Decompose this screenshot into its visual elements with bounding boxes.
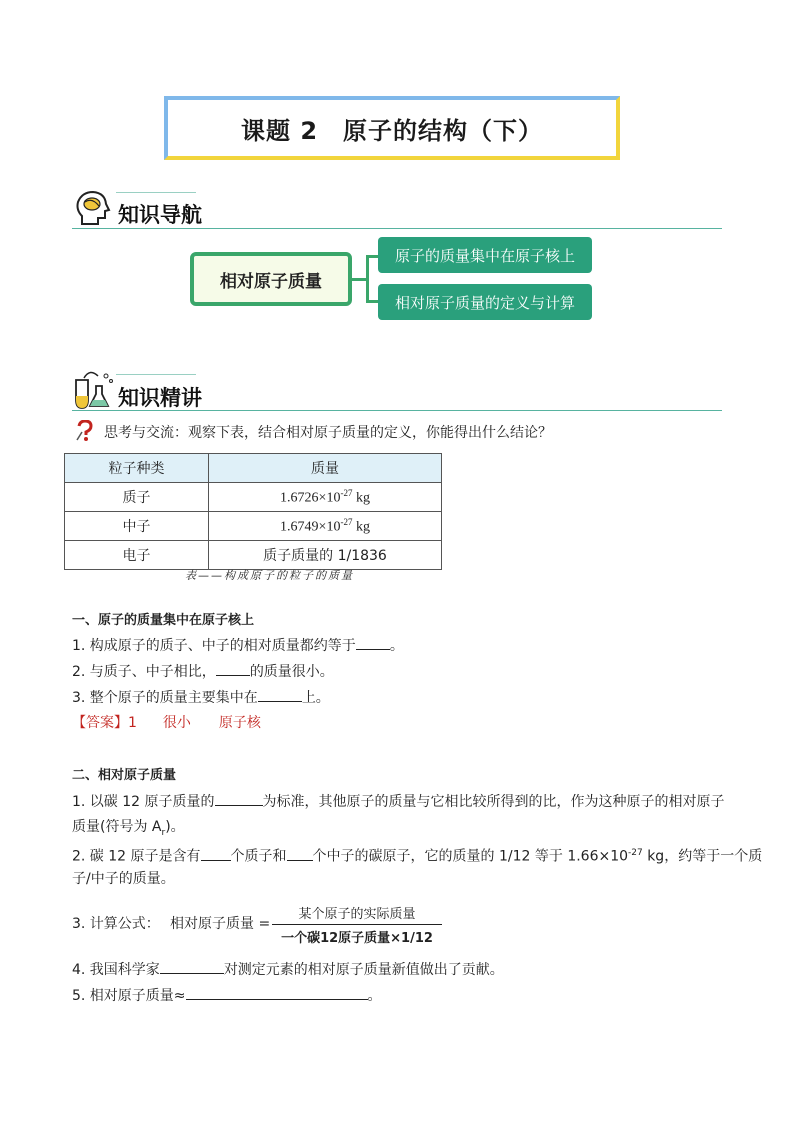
mindmap-main-node xyxy=(190,252,352,306)
table-cell-name: 质子 xyxy=(65,483,209,512)
q-text: 1. 以碳 12 原子质量的 xyxy=(72,794,215,810)
part2-question-1-cont xyxy=(72,817,185,843)
mindmap-connector-vertical xyxy=(366,256,369,302)
lecture-divider xyxy=(72,410,722,411)
part2-question-2 xyxy=(72,843,762,867)
mass-exponent: -27 xyxy=(340,487,353,498)
mindmap-branch-1 xyxy=(378,237,592,273)
q-text: 3. 整个原子的质量主要集中在 xyxy=(72,690,258,706)
q-text: 对测定元素的相对原子质量新值做出了贡献。 xyxy=(223,962,504,978)
mindmap-branch-2-label: 相对原子质量的定义与计算 xyxy=(394,293,575,312)
part2-question-3-label: 3. 计算公式： xyxy=(72,916,160,932)
answer-blank[interactable] xyxy=(160,959,224,974)
flask-icon xyxy=(70,370,114,410)
exponent: -27 xyxy=(628,848,643,858)
answer-blank[interactable] xyxy=(287,846,313,861)
q-text: 。 xyxy=(367,988,382,1004)
symbol-subscript: r xyxy=(161,827,166,838)
part1-question-3 xyxy=(72,687,330,708)
part1-answer xyxy=(72,713,261,733)
q-text: 。 xyxy=(389,638,404,654)
formula-fraction xyxy=(272,903,442,946)
table-header-mass: 质量 xyxy=(209,454,442,483)
part1-heading: 一、原子的质量集中在原子核上 xyxy=(72,613,255,628)
answer-blank[interactable] xyxy=(258,687,302,702)
answer-blank[interactable] xyxy=(356,635,390,650)
q-text: 4. 我国科学家 xyxy=(72,962,160,978)
q-text: 为标准，其他原子的质量与它相比较所得到的比，作为这种原子的相对原子 xyxy=(262,794,725,810)
nav-top-line xyxy=(116,192,196,193)
mass-value: 1.6726×10 xyxy=(280,490,341,506)
table-header-particle: 粒子种类 xyxy=(65,454,209,483)
q-text: 质量(符号为 A xyxy=(72,819,162,835)
table-row xyxy=(65,512,442,541)
q-text: 5. 相对原子质量≈ xyxy=(72,988,186,1004)
part1-question-1 xyxy=(72,635,404,656)
mindmap-branch-1-label: 原子的质量集中在原子核上 xyxy=(394,246,575,265)
part1-question-2 xyxy=(72,661,334,682)
q-text: 的质量很小。 xyxy=(249,664,334,680)
table-cell-mass xyxy=(209,483,442,512)
mindmap-connector-bottom xyxy=(366,300,378,303)
particle-table xyxy=(64,453,442,570)
table-cell-mass: 质子质量的 1/1836 xyxy=(209,541,442,570)
title-box xyxy=(164,96,620,160)
part2-question-1 xyxy=(72,791,725,812)
q-text: 个质子和 xyxy=(230,848,287,865)
answer-value: 1 xyxy=(128,715,137,731)
lecture-top-line xyxy=(116,374,196,375)
nav-divider xyxy=(72,228,722,229)
mindmap-connector-top xyxy=(366,255,378,258)
nav-icon xyxy=(72,188,112,228)
table-row xyxy=(65,541,442,570)
formula-numerator: 某个原子的实际质量 xyxy=(272,903,442,925)
part2-question-2-cont: 子/中子的质量。 xyxy=(72,871,175,887)
page-title: 课题 2 原子的结构（下） xyxy=(240,116,544,145)
formula-left: 相对原子质量 = xyxy=(170,916,271,932)
q-text: 个中子的碳原子，它的质量的 1/12 等于 1.66×10 xyxy=(312,848,629,865)
mass-value: 1.6749×10 xyxy=(280,519,341,535)
mindmap-branch-2 xyxy=(378,284,592,320)
table-cell-name: 电子 xyxy=(65,541,209,570)
answer-blank[interactable] xyxy=(186,985,368,1000)
think-prompt: 思考与交流：观察下表，结合相对原子质量的定义，你能得出什么结论？ xyxy=(104,425,552,441)
mass-exponent: -27 xyxy=(340,516,353,527)
answer-blank[interactable] xyxy=(215,791,263,806)
part2-question-5 xyxy=(72,985,382,1006)
mass-unit: kg xyxy=(352,519,370,535)
answer-label: 【答案】 xyxy=(72,715,128,731)
nav-section-title: 知识导航 xyxy=(118,203,202,227)
part2-heading: 二、相对原子质量 xyxy=(72,768,177,783)
answer-blank[interactable] xyxy=(201,846,231,861)
q-text: )。 xyxy=(165,819,185,835)
lecture-section-title: 知识精讲 xyxy=(118,386,202,410)
mindmap-connector xyxy=(352,278,366,281)
q-text: 2. 碳 12 原子是含有 xyxy=(72,848,201,865)
formula-denominator: 一个碳12原子质量×1/12 xyxy=(281,931,433,946)
answer-value: 原子核 xyxy=(218,715,261,731)
table-cell-name: 中子 xyxy=(65,512,209,541)
table-cell-mass xyxy=(209,512,442,541)
q-text: 1. 构成原子的质子、中子的相对质量都约等于 xyxy=(72,638,356,654)
q-text: 2. 与质子、中子相比， xyxy=(72,664,216,680)
question-icon xyxy=(74,420,96,442)
table-caption: 表——构成原子的粒子的质量 xyxy=(185,569,354,582)
mass-unit: kg xyxy=(352,490,370,506)
table-header-row xyxy=(65,454,442,483)
q-text: 上。 xyxy=(301,690,330,706)
answer-value: 很小 xyxy=(162,715,191,731)
mindmap-main-label: 相对原子质量 xyxy=(220,271,322,292)
answer-blank[interactable] xyxy=(216,661,250,676)
q-text: kg，约等于一个质 xyxy=(642,848,763,865)
table-row xyxy=(65,483,442,512)
part2-question-4 xyxy=(72,959,504,980)
